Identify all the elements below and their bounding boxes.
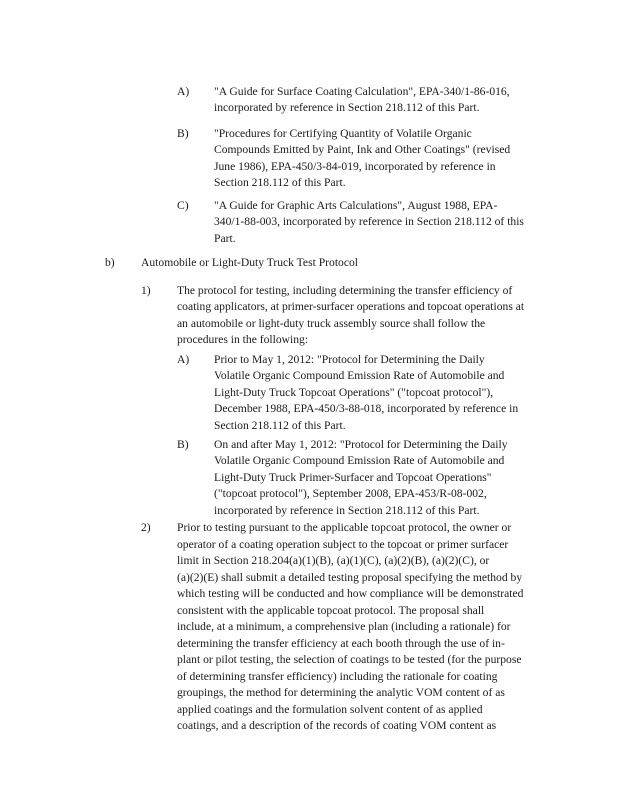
text-line: incorporated by reference in Section 218.112 of this Part. [214,101,480,115]
item-label: B) [177,438,189,451]
text-line: "A Guide for Surface Coating Calculation", EPA-340/1-86-016, [214,85,510,98]
text-line: plant or pilot testing, the selection of coatings to be tested (for the purpose [177,653,522,666]
text-line: Light-Duty Truck Primer-Surfacer and Topcoat Operations" [214,470,492,484]
text-line: consistent with the applicable topcoat protocol. The proposal shall [177,603,485,617]
text-line: (a)(2)(E) shall submit a detailed testing proposal specifying the method by [177,570,523,584]
item-label: A) [177,85,190,98]
item-text [214,126,510,192]
text-line: groupings, the method for determining the analytic VOM content of as [177,686,505,699]
text-line: incorporated by reference in Section 218.112 of this Part. [214,503,480,517]
text-line: On and after May 1, 2012: "Protocol for Determining the Daily [214,438,508,451]
text-line: which testing will be conducted and how compliance will be demonstrated [177,587,524,600]
text-line: Compounds Emitted by Paint, Ink and Other Coatings" (revised [214,143,511,157]
text-line: 340/1-88-003, incorporated by reference in Section 218.112 of this [214,215,524,229]
text-line: coating applicators, at primer-surfacer operations and topcoat operations at [177,300,525,314]
item-label: 1) [141,284,151,297]
text-line: applied coatings and the formulation solvent content of as applied [177,702,483,716]
item-label: b) [105,256,115,269]
text-line: determining the transfer efficiency at each booth through the use of in- [177,636,505,650]
text-line: June 1986), EPA-450/3-84-019, incorporated by reference in [214,159,496,173]
item-label: 2) [141,521,151,534]
text-line: ("topcoat protocol"), September 2008, EPA-453/R-08-002, [214,487,487,501]
text-line: an automobile or light-duty truck assembly source shall follow the [177,316,486,330]
text-line: procedures in the following: [177,333,309,347]
item-label: A) [177,353,190,366]
item-text [214,352,518,434]
item-text [214,198,524,247]
text-line: Prior to May 1, 2012: "Protocol for Determining the Daily [214,353,485,366]
text-line: "A Guide for Graphic Arts Calculations", August 1988, EPA- [214,199,498,212]
text-line: Light-Duty Truck Topcoat Operations" ("topcoat protocol"), [214,385,494,399]
text-line: include, at a minimum, a comprehensive plan (including a rationale) for [177,620,511,633]
text-line: The protocol for testing, including determining the transfer efficiency of [177,284,513,297]
text-line: limit in Section 218.204(a)(1)(B), (a)(1)(C), (a)(2)(B), (a)(2)(C), or [177,554,490,567]
item-label: C) [177,199,189,212]
item-text [214,437,508,519]
item-text [177,283,524,349]
text-line: Section 218.112 of this Part. [214,418,346,432]
text-line: Section 218.112 of this Part. [214,176,346,190]
text-line: Automobile or Light-Duty Truck Test Protocol [141,256,358,269]
text-line: Volatile Organic Compound Emission Rate of Automobile and [214,369,505,383]
text-line: December 1988, EPA-450/3-88-018, incorporated by reference in [214,402,519,416]
item-text [214,84,510,117]
text-line: coatings, and a description of the records of coating VOM content as [177,719,497,732]
subsection-heading [141,255,358,271]
text-line: of determining transfer efficiency) including the rationale for coating [177,669,498,683]
text-line: Volatile Organic Compound Emission Rate of Automobile and [214,454,505,468]
text-line: operator of a coating operation subject to the topcoat or primer surfacer [177,537,509,551]
text-line: "Procedures for Certifying Quantity of Volatile Organic [214,127,472,140]
text-line: Part. [214,231,236,245]
item-text [177,520,523,735]
text-line: Prior to testing pursuant to the applicable topcoat protocol, the owner or [177,521,512,534]
item-label: B) [177,127,189,140]
